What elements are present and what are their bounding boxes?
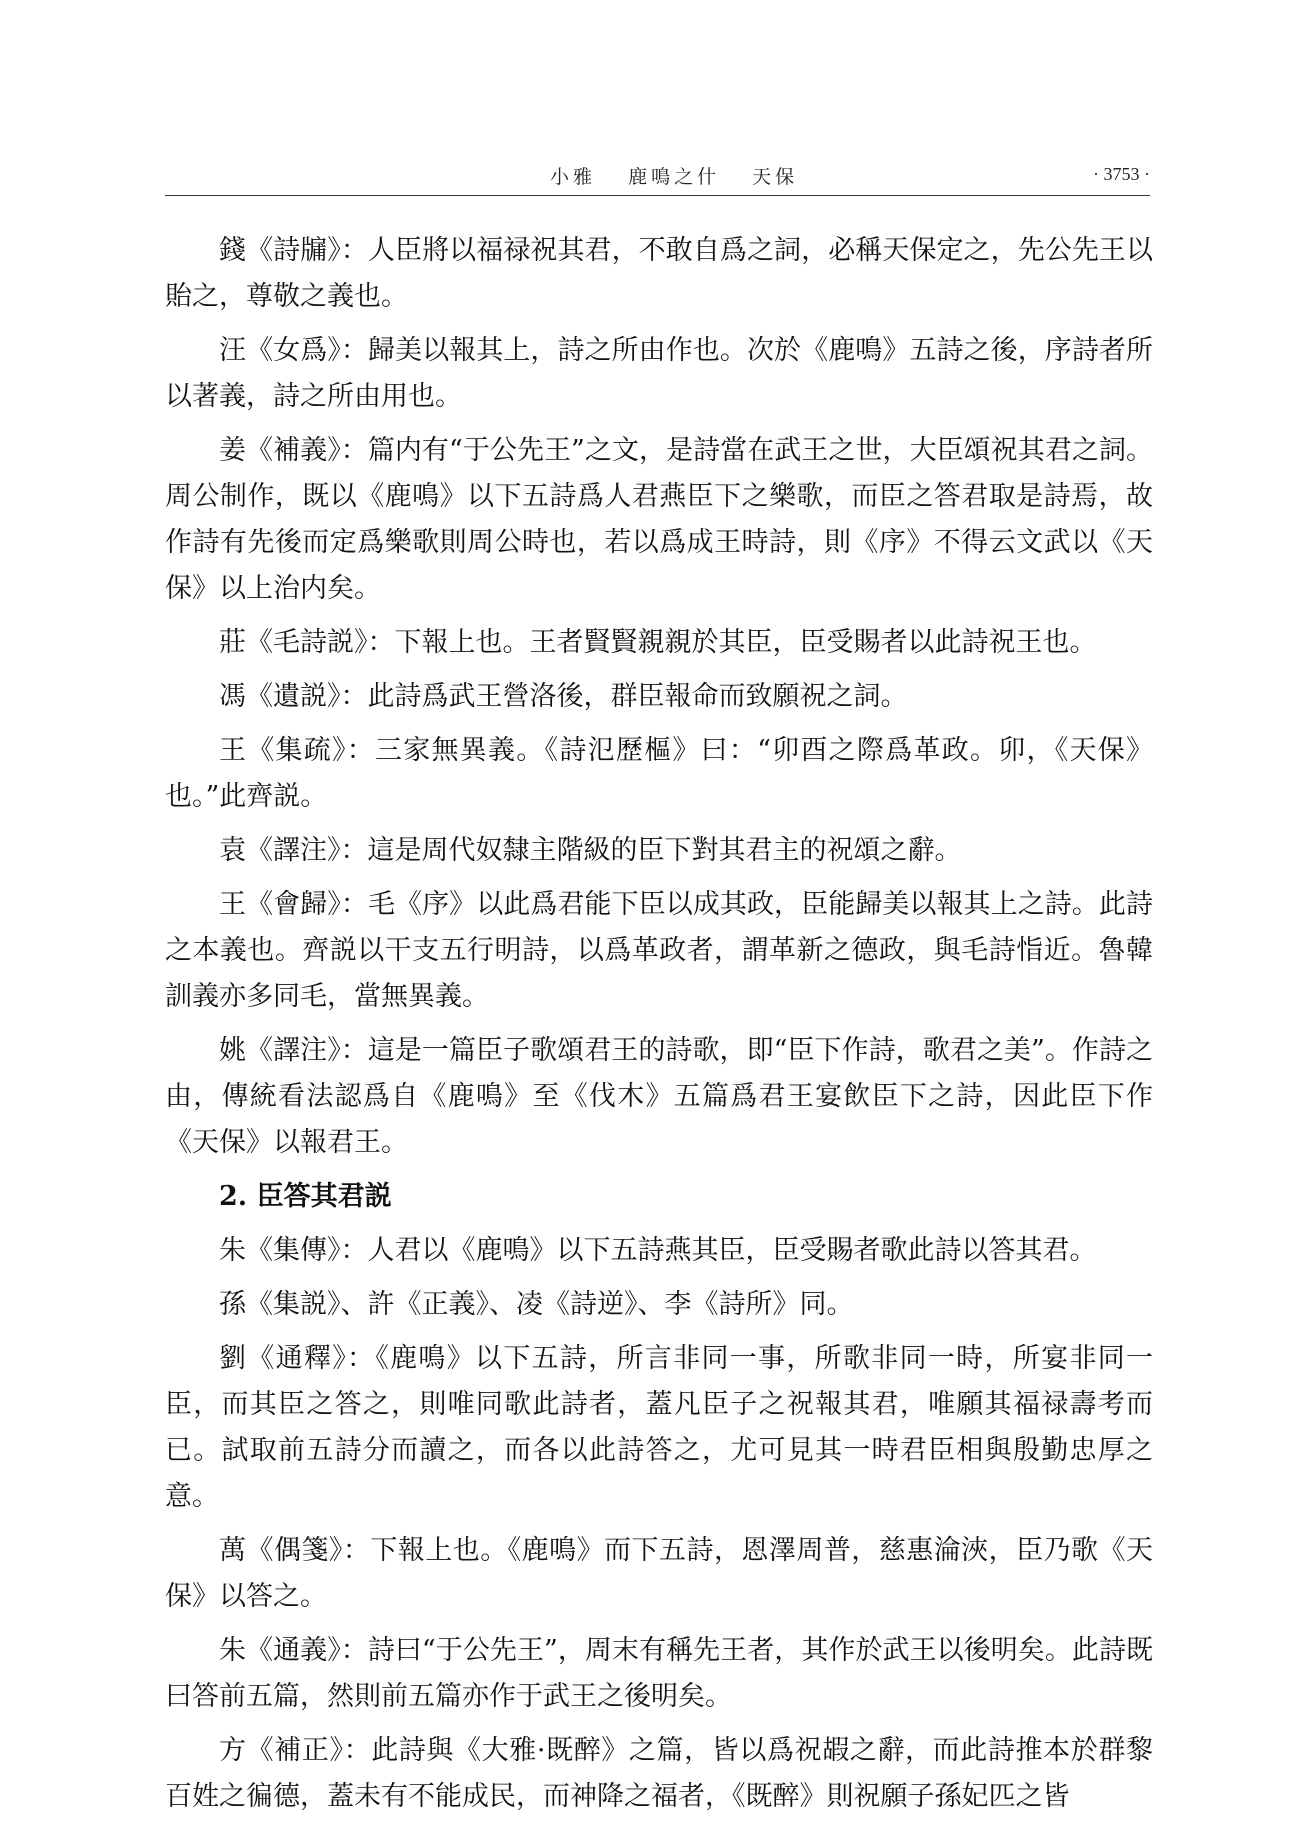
paragraph: 王《會歸》：毛《序》以此爲君能下臣以成其政，臣能歸美以報其上之詩。此詩之本義也。齊説以干支五行明詩，以爲革政者，謂革新之德政，與毛詩恉近。魯韓訓義亦多同毛，當無異義。: [165, 889, 1153, 1012]
paragraph: 朱《集傳》：人君以《鹿鳴》以下五詩燕其臣，臣受賜者歌此詩以答其君。: [219, 1235, 1097, 1266]
paragraph: 汪《女爲》：歸美以報其上，詩之所由作也。次於《鹿鳴》五詩之後，序詩者所以著義，詩之所由用也。: [165, 335, 1153, 412]
paragraph: 馮《遺説》：此詩爲武王營洛後，群臣報命而致願祝之詞。: [219, 681, 908, 712]
header-poem: 天保: [752, 166, 799, 188]
paragraph: 孫《集説》、許《正義》、凌《詩逆》、李《詩所》同。: [219, 1289, 854, 1320]
header-title: [550, 162, 820, 189]
paragraph: 袁《譯注》：這是周代奴隸主階級的臣下對其君主的祝頌之辭。: [219, 835, 962, 866]
paragraph: 姜《補義》：篇内有“于公先王”之文，是詩當在武王之世，大臣頌祝其君之詞。周公制作，既以《鹿鳴》以下五詩爲人君燕臣下之樂歌，而臣之答君取是詩焉，故作詩有先後而定爲樂歌則周公時也，若以爲成王時詩，則《序》不得云文武以《天保》以上治内矣。: [165, 435, 1153, 604]
paragraph: 劉《通釋》：《鹿鳴》以下五詩，所言非同一事，所歌非同一時，所宴非同一臣，而其臣之答之，則唯同歌此詩者，蓋凡臣子之祝報其君，唯願其福禄壽考而已。試取前五詩分而讀之，而各以此詩答之，尤可見其一時君臣相與殷勤忠厚之意。: [165, 1343, 1153, 1512]
header-chapter: 鹿鳴之什: [628, 166, 721, 188]
paragraph: 莊《毛詩説》：下報上也。王者賢賢親親於其臣，臣受賜者以此詩祝王也。: [219, 627, 1097, 658]
body-text: [165, 228, 1153, 1828]
paragraph: 錢《詩牖》：人臣將以福禄祝其君，不敢自爲之詞，必稱天保定之，先公先王以貽之，尊敬之義也。: [165, 235, 1153, 312]
header-section: 小雅: [550, 166, 597, 188]
paragraph: 王《集疏》：三家無異義。《詩氾歷樞》曰：“卯酉之際爲革政。卯，《天保》也。”此齊説。: [165, 735, 1153, 812]
paragraph: 朱《通義》：詩曰“于公先王”，周末有稱先王者，其作於武王以後明矣。此詩既曰答前五篇，然則前五篇亦作于武王之後明矣。: [165, 1635, 1153, 1712]
section-heading: 2. 臣答其君説: [219, 1181, 392, 1212]
header-rule: [165, 195, 1150, 196]
paragraph: 姚《譯注》：這是一篇臣子歌頌君王的詩歌，即“臣下作詩，歌君之美”。作詩之由，傳統看法認爲自《鹿鳴》至《伐木》五篇爲君王宴飲臣下之詩，因此臣下作《天保》以報君王。: [165, 1035, 1153, 1158]
paragraph: 方《補正》：此詩與《大雅·既醉》之篇，皆以爲祝嘏之辭，而此詩推本於群黎百姓之徧德，蓋未有不能成民，而神降之福者，《既醉》則祝願子孫妃匹之皆: [165, 1735, 1153, 1812]
paragraph: 萬《偶箋》：下報上也。《鹿鳴》而下五詩，恩澤周普，慈惠淪浹，臣乃歌《天保》以答之。: [165, 1535, 1153, 1612]
running-header: [165, 160, 1150, 196]
page-number: · 3753 ·: [1093, 164, 1150, 184]
